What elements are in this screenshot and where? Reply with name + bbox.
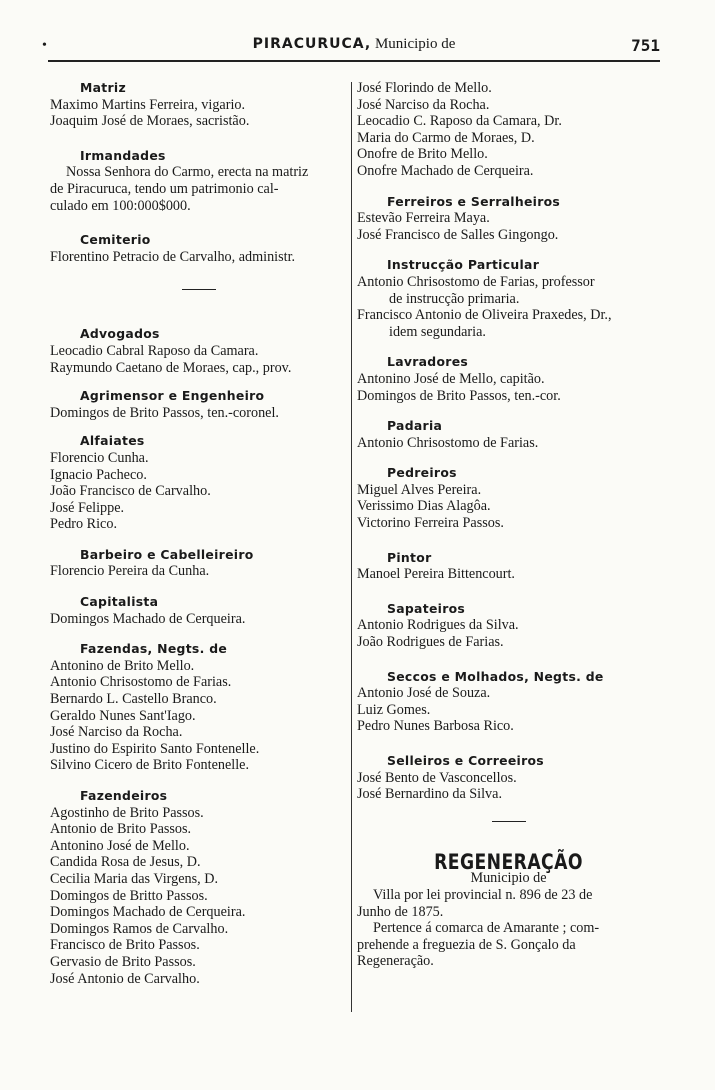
section-alfaiates (50, 433, 348, 533)
entry-line: José Antonio de Carvalho. (50, 970, 200, 987)
entry-line: Pedro Nunes Barbosa Rico. (357, 718, 514, 735)
entry-line: Raymundo Caetano de Moraes, cap., prov. (50, 359, 292, 376)
entry-line: Domingos de Brito Passos, ten.-cor. (357, 387, 561, 404)
section-divider (492, 821, 526, 822)
section-heading: Selleiros e Correeiros (387, 753, 544, 768)
section-heading: Lavradores (387, 354, 469, 370)
entry-line: Onofre de Brito Mello. (357, 146, 488, 163)
entry-line: Luiz Gomes. (357, 701, 431, 718)
entry-line: de Piracuruca, tendo um patrimonio cal- (50, 180, 279, 197)
entry-line: Regeneração. (357, 953, 434, 970)
header-bullet: • (42, 38, 47, 53)
entry-line: Junho de 1875. (357, 903, 444, 920)
section-agrimensor (50, 388, 348, 421)
entry-line: Domingos de Brito Passos, ten.-coronel. (50, 404, 279, 421)
entry-line: Antonio Rodrigues da Silva. (357, 617, 519, 634)
entry-line: Geraldo Nunes Sant'Iago. (50, 707, 196, 724)
entry-line: José Francisco de Salles Gingongo. (357, 226, 559, 243)
entry-line: Estevão Ferreira Maya. (357, 210, 490, 227)
section-heading: Cemiterio (80, 232, 151, 248)
running-title (48, 36, 660, 53)
entry-line: culado em 100:000$000. (50, 197, 191, 214)
entry-line: Justino do Espirito Santo Fontenelle. (50, 740, 260, 757)
section-lavradores (357, 354, 660, 404)
section-continued (357, 80, 660, 180)
section-pintor (357, 550, 660, 583)
entry-line: João Rodrigues de Farias. (357, 634, 504, 651)
section-heading: Fazendeiros (80, 788, 168, 803)
running-title-town: PIRACURUCA, (252, 36, 372, 52)
header-rule (48, 60, 660, 62)
entry-line: Miguel Alves Pereira. (357, 481, 482, 498)
section-heading: Instrucção Particular (387, 257, 540, 273)
entry-line: Manoel Pereira Bittencourt. (357, 566, 515, 583)
entry-line: Domingos Machado de Cerqueira. (50, 610, 246, 627)
section-heading: Pedreiros (387, 465, 457, 481)
entry-line: José Narciso da Rocha. (357, 96, 490, 113)
section-heading: Irmandades (80, 147, 166, 163)
section-heading: Barbeiro e Cabelleireiro (80, 546, 254, 562)
section-fazendeiros (50, 788, 348, 987)
entry-line: Antonio Chrisostomo de Farias. (357, 434, 539, 451)
section-heading: Sapateiros (387, 600, 466, 616)
section-instrucao (357, 257, 660, 340)
left-column (50, 80, 348, 987)
entry-line: Antonino José de Mello. (50, 837, 190, 854)
entry-line: Verissimo Dias Alagôa. (357, 498, 491, 515)
section-heading: Fazendas, Negts. de (80, 641, 228, 657)
section-heading: Agrimensor e Engenheiro (80, 388, 265, 404)
entry-line: Bernardo L. Castello Branco. (50, 691, 217, 708)
entry-line: José Narciso da Rocha. (50, 724, 183, 741)
entry-line: José Felippe. (50, 499, 125, 516)
section-irmandades (50, 148, 348, 214)
entry-line: Nossa Senhora do Carmo, erecta na matriz (66, 164, 309, 181)
section-sapateiros (357, 601, 660, 651)
entry-line: Florencio Pereira da Cunha. (50, 563, 210, 580)
entry-line: Cecilia Maria das Virgens, D. (50, 870, 219, 887)
entry-line: Onofre Machado de Cerqueira. (357, 162, 534, 179)
entry-line: José Bernardino da Silva. (357, 786, 502, 803)
entry-line: Leocadio Cabral Raposo da Camara. (50, 342, 259, 359)
entry-line: Silvino Cicero de Brito Fontenelle. (50, 757, 249, 774)
town-subtitle: Municipio de (470, 870, 547, 887)
entry-line: José Florindo de Mello. (357, 80, 492, 96)
entry-line: Gervasio de Brito Passos. (50, 953, 196, 970)
section-ferreiros (357, 194, 660, 244)
entry-line: Maria do Carmo de Moraes, D. (357, 129, 535, 146)
entry-line: Ignacio Pacheco. (50, 466, 147, 483)
entry-line: Pedro Rico. (50, 516, 117, 533)
section-heading: Pintor (387, 549, 432, 565)
entry-line: Leocadio C. Raposo da Camara, Dr. (357, 113, 562, 130)
entry-line: Francisco Antonio de Oliveira Praxedes, Dr., (357, 307, 612, 324)
entry-line: Domingos Machado de Cerqueira. (50, 904, 246, 921)
entry-line: Florencio Cunha. (50, 449, 149, 466)
entry-line: Antonino de Brito Mello. (50, 657, 195, 674)
entry-line: Francisco de Brito Passos. (50, 937, 200, 954)
section-heading: Padaria (387, 418, 443, 434)
entry-line: Domingos Ramos de Carvalho. (50, 920, 229, 937)
entry-line: Antonio de Brito Passos. (50, 821, 192, 838)
entry-line: Maximo Martins Ferreira, vigario. (50, 96, 246, 113)
section-advogados (50, 326, 348, 376)
entry-line: de instrucção primaria. (389, 290, 520, 307)
entry-line: Antonio Chrisostomo de Farias. (50, 674, 232, 691)
entry-line: Pertence á comarca de Amarante ; com- (373, 920, 600, 937)
right-column (357, 80, 660, 970)
page-number: 751 (631, 36, 660, 55)
running-title-sub: Municipio de (374, 36, 456, 52)
section-divider (182, 289, 216, 290)
entry-line: Antonino José de Mello, capitão. (357, 370, 545, 387)
entry-line: Antonio Chrisostomo de Farias, professor (357, 273, 595, 290)
section-heading: Alfaiates (80, 433, 145, 449)
entry-line: Candida Rosa de Jesus, D. (50, 854, 201, 871)
entry-line: José Bento de Vasconcellos. (357, 769, 517, 786)
section-heading: Ferreiros e Serralheiros (387, 193, 561, 209)
entry-line: João Francisco de Carvalho. (50, 483, 211, 500)
section-padaria (357, 418, 660, 451)
entry-line: Victorino Ferreira Passos. (357, 515, 504, 532)
page-header (42, 36, 660, 58)
section-barbeiro (50, 547, 348, 580)
section-heading: Advogados (80, 326, 160, 342)
section-regeneracao (357, 849, 660, 970)
section-heading: Capitalista (80, 594, 159, 610)
section-fazendas (50, 641, 348, 774)
entry-line: Agostinho de Brito Passos. (50, 804, 204, 821)
entry-line: Domingos de Britto Passos. (50, 887, 208, 904)
entry-line: prehende a freguezia de S. Gonçalo da (357, 936, 576, 953)
entry-line: Florentino Petracio de Carvalho, administr. (50, 248, 296, 265)
town-title: REGENERAÇÃO (434, 849, 583, 874)
entry-line: idem segundaria. (389, 323, 486, 340)
section-seccos (357, 669, 660, 735)
section-pedreiros (357, 465, 660, 531)
column-divider (351, 82, 352, 1012)
section-selleiros (357, 753, 660, 803)
entry-line: Antonio José de Souza. (357, 685, 491, 702)
section-cemiterio (50, 232, 348, 265)
section-capitalista (50, 594, 348, 627)
section-matriz (50, 80, 348, 130)
entry-line: Villa por lei provincial n. 896 de 23 de (373, 886, 593, 903)
entry-line: Joaquim José de Moraes, sacristão. (50, 113, 250, 130)
section-heading: Matriz (80, 80, 126, 95)
section-heading: Seccos e Molhados, Negts. de (387, 668, 604, 684)
